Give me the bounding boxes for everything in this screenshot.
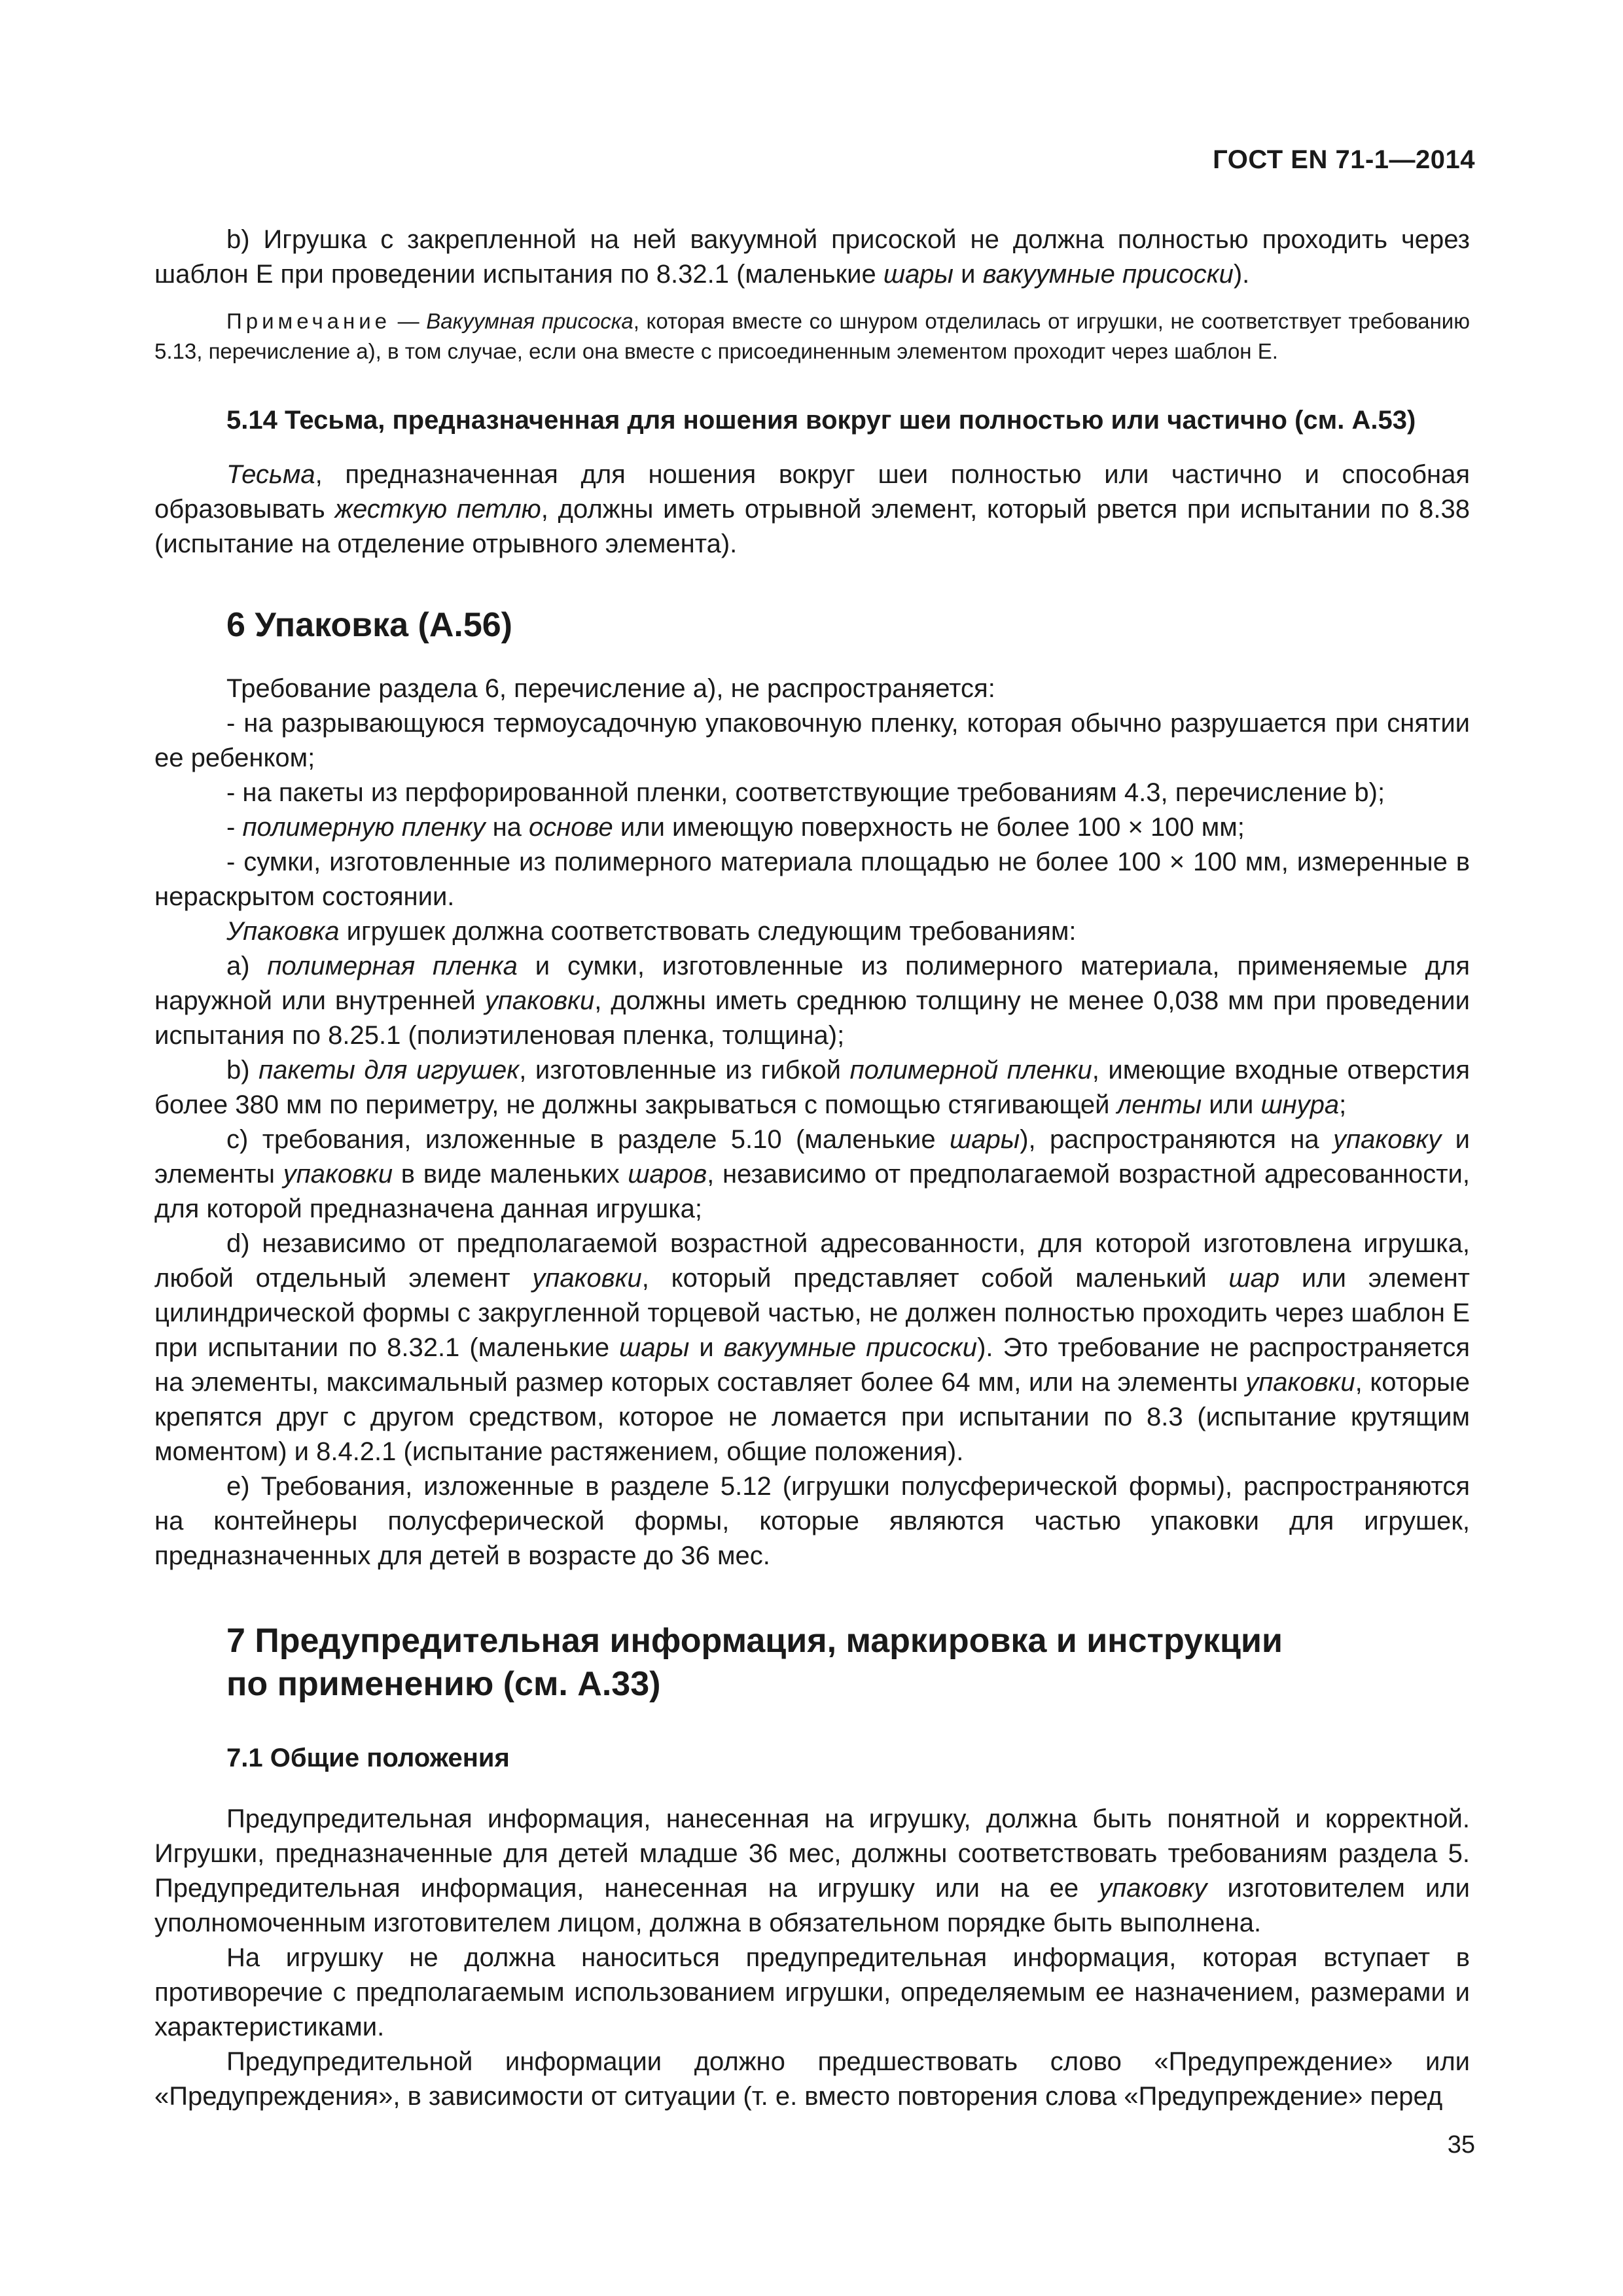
list-item: - на пакеты из перфорированной пленки, соответствующие требованиям 4.3, перечисление b); — [226, 778, 1385, 807]
section-7-1-paragraph-3: Предупредительной информации должно предшествовать слово «Предупреждение» или «Предупреждения», в зависимости от ситуации (т. е. вместо повторения слова «Предупреждение» перед — [154, 2047, 1470, 2111]
packaging-requirements-intro: Упаковка игрушек должна соответствовать следующим требованиям: — [226, 917, 1077, 946]
list-item: - полимерную пленку на основе или имеющую поверхность не более 100 × 100 мм; — [226, 813, 1245, 842]
italic-term: Упаковка — [226, 917, 340, 946]
list-item: - на разрывающуюся термоусадочную упаковочную пленку, которая обычно разрушается при снятии ее ребенком; — [154, 709, 1470, 772]
section-6-heading: 6 Упаковка (А.56) — [226, 606, 512, 644]
section-6-intro: Требование раздела 6, перечисление а), не распространяется: — [226, 674, 995, 703]
italic-term: полимерную пленку — [242, 813, 486, 842]
italic-term: упаковки — [1245, 1368, 1355, 1397]
italic-term: вакуумные присоски — [723, 1333, 978, 1362]
section-7-1-paragraph-2: На игрушку не должна наноситься предупредительная информация, которая вступает в противоречие с предполагаемым использованием игрушки, определяемым ее назначением, размерами и характеристиками. — [154, 1943, 1470, 2041]
italic-term: Тесьма — [226, 460, 315, 489]
italic-term: шары — [619, 1333, 690, 1362]
italic-term: упаковку — [1099, 1874, 1207, 1903]
section-7-heading — [154, 1619, 1470, 1706]
italic-term: упаковку — [1333, 1125, 1442, 1154]
document-id: ГОСТ EN 71-1—2014 — [1213, 145, 1475, 174]
list-item: - сумки, изготовленные из полимерного материала площадью не более 100 × 100 мм, измеренные в нераскрытом состоянии. — [154, 848, 1470, 911]
italic-term: упаковки — [484, 986, 595, 1015]
section-7-heading-line1: 7 Предупредительная информация, маркировка и инструкции — [226, 1622, 1283, 1660]
requirement-a: а) полимерная пленка и сумки, изготовленные из полимерного материала, применяемые для наружной или внутренней упаковки, должны иметь среднюю толщину не менее 0,038 мм при проведении испытания по 8.25.1 (полиэтиленовая пленка, толщина); — [154, 952, 1470, 1050]
section-5-14-paragraph: Тесьма, предназначенная для ношения вокруг шеи полностью или частично и способная образовывать жесткую петлю, должны иметь отрывной элемент, который рвется при испытании по 8.38 (испытание на отделение отрывного элемента). — [154, 460, 1470, 558]
document-body — [154, 223, 1470, 2114]
page-number: 35 — [1447, 2131, 1475, 2159]
section-7-heading-line2: по применению (см. А.33) — [226, 1665, 661, 1703]
requirement-d: d) независимо от предполагаемой возрастной адресованности, для которой изготовлена игрушка, любой отдельный элемент упаковки, который представляет собой маленький шар или элемент цилиндрической формы с закругленной торцевой частью, не должен полностью проходить через шаблон E при испытании по 8.32.1 (маленькие шары и вакуумные присоски). Это требование не распространяется на элементы, максимальный размер которых составляет более 64 мм, или на элементы упаковки, которые крепятся друг с другом средством, которое не ломается при испытании по 8.3 (испытание крутящим моментом) и 8.4.2.1 (испытание растяжением, общие положения). — [154, 1229, 1470, 1466]
note — [154, 306, 1470, 367]
italic-term: шар — [1228, 1264, 1280, 1293]
requirement-c: с) требования, изложенные в разделе 5.10 (маленькие шары), распространяются на упаковку и элементы упаковки в виде маленьких шаров, независимо от предполагаемой возрастной адресованности, для которой предназначена данная игрушка; — [154, 1125, 1470, 1223]
italic-term: шары — [950, 1125, 1020, 1154]
italic-term: полимерная пленка — [267, 952, 518, 980]
italic-term: шары — [883, 260, 954, 289]
italic-term: основе — [529, 813, 613, 842]
italic-term: полимерной пленки — [849, 1056, 1092, 1085]
requirement-e: е) Требования, изложенные в разделе 5.12 (игрушки полусферической формы), распространяются на контейнеры полусферической формы, которые являются частью упаковки для игрушек, предназначенных для детей в возрасте до 36 мес. — [154, 1472, 1470, 1570]
italic-term: вакуумные присоски — [982, 260, 1234, 289]
section-5-14-heading: 5.14 Тесьма, предназначенная для ношения вокруг шеи полностью или частично (см. А.53) — [226, 406, 1416, 435]
italic-term: упаковки — [283, 1160, 393, 1189]
italic-term: Вакуумная присоска — [426, 309, 633, 333]
italic-term: жесткую петлю — [334, 495, 541, 524]
section-7-1-paragraph-1: Предупредительная информация, нанесенная на игрушку, должна быть понятной и корректной. Игрушки, предназначенные для детей младше 36 мес, должны соответствовать требованиям раздела 5. Предупредительная информация, нанесенная на игрушку или на ее упаковку изготовителем или уполномоченным изготовителем лицом, должна в обязательном порядке быть выполнена. — [154, 1804, 1471, 1937]
italic-term: шнура — [1260, 1090, 1340, 1119]
requirement-b: b) пакеты для игрушек, изготовленные из гибкой полимерной пленки, имеющие входные отверстия более 380 мм по периметру, не должны закрываться с помощью стягивающей ленты или шнура; — [154, 1056, 1470, 1119]
italic-term: шаров — [628, 1160, 707, 1189]
note-label: Примечание — [226, 309, 391, 333]
italic-term: ленты — [1116, 1090, 1202, 1119]
note-text: — Вакуумная присоска, которая вместе со шнуром отделилась от игрушки, не соответствует требованию 5.13, перечисление a), в том случае, если она вместе с присоединенным элементом проходит через шаблон E. — [154, 309, 1470, 363]
italic-term: пакеты для игрушек — [259, 1056, 520, 1085]
section-7-1-heading: 7.1 Общие положения — [226, 1744, 510, 1772]
paragraph-b-suction: b) Игрушка с закрепленной на ней вакуумной присоской не должна полностью проходить через шаблон E при проведении испытания по 8.32.1 (маленькие шары и вакуумные присоски). — [154, 225, 1470, 289]
italic-term: упаковки — [532, 1264, 642, 1293]
